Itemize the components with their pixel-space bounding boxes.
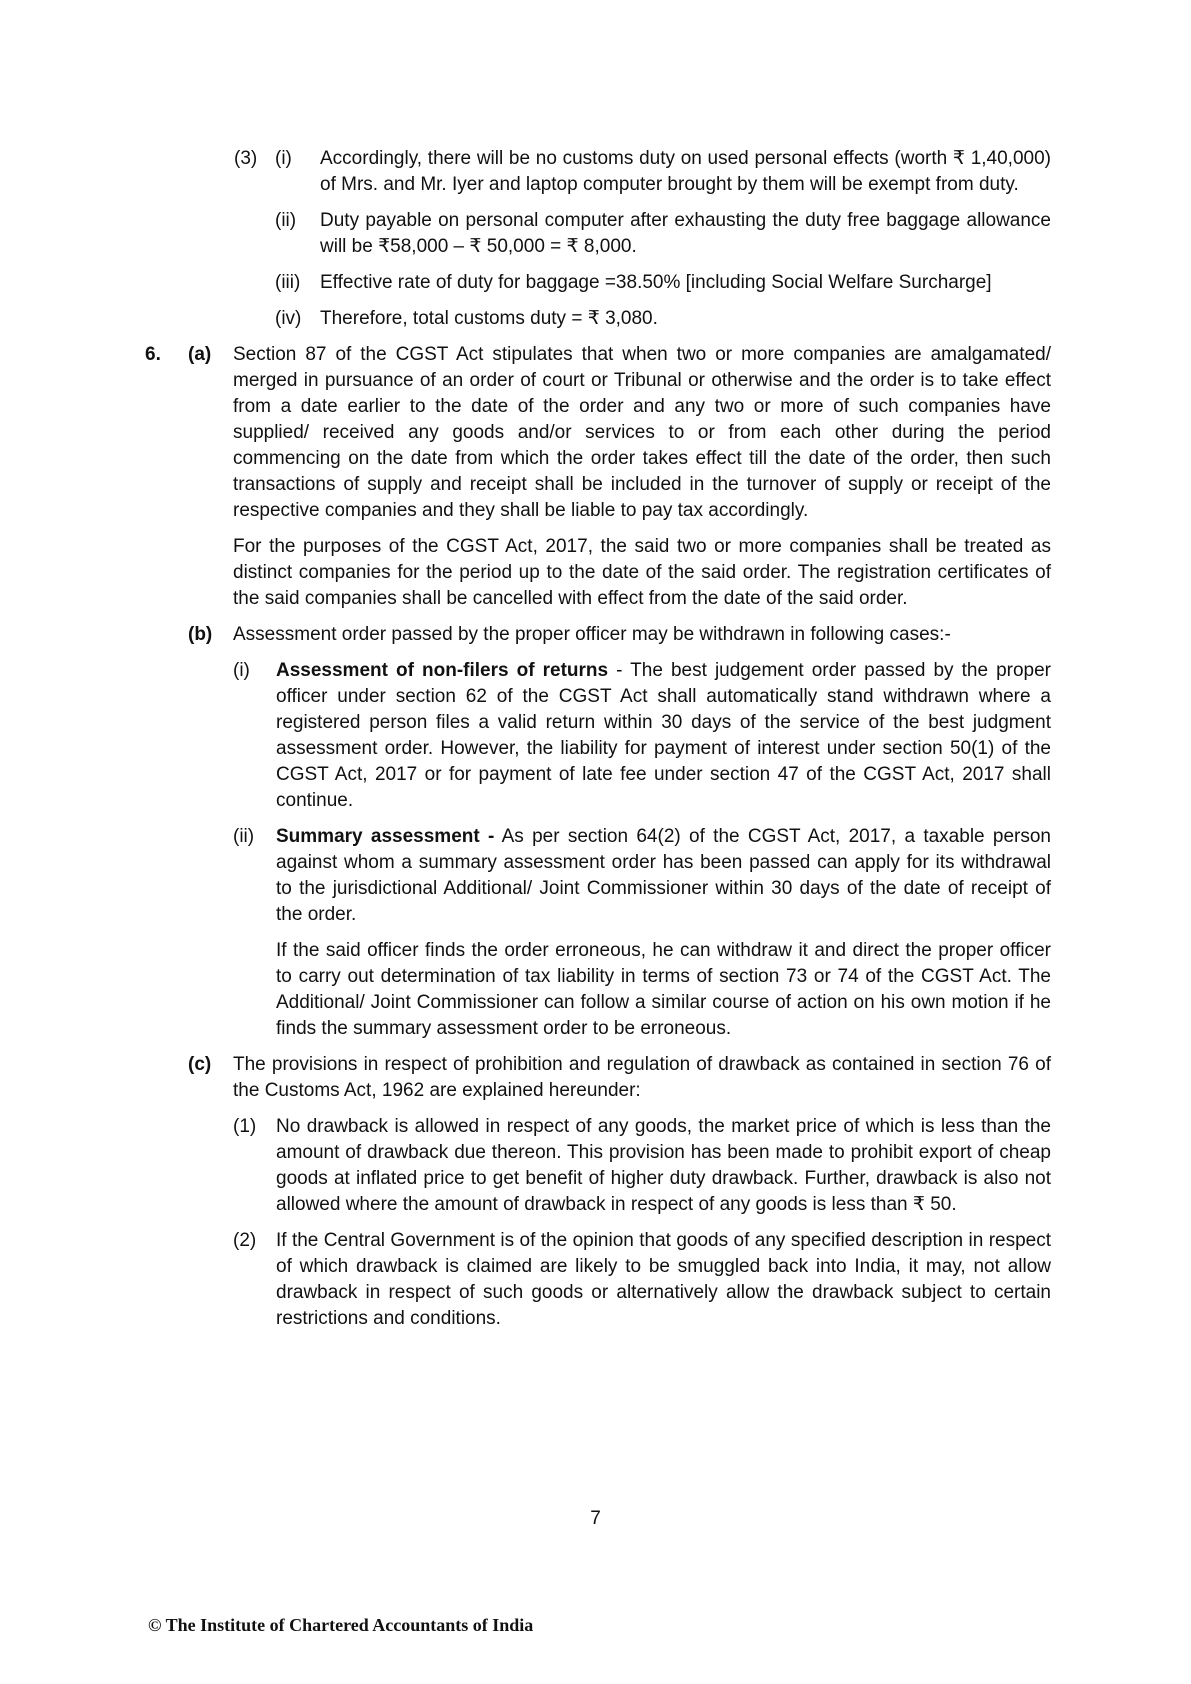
q5-part3-label: (3) <box>234 148 258 169</box>
part-c-intro: The provisions in respect of prohibition and regulation of drawback as contained in section 76 of the Customs Act, 1962 are explained hereunder: <box>233 1054 1051 1101</box>
item-text: Accordingly, there will be no customs duty on used personal effects (worth ₹ 1,40,000) of Mrs. and Mr. Iyer and laptop computer brought by them will be exempt from duty. <box>320 148 1051 195</box>
copyright-footer: © The Institute of Chartered Accountants of India <box>148 1615 534 1635</box>
q6-part-a <box>145 342 1051 612</box>
item-label: (ii) <box>275 210 297 231</box>
item-label: (i) <box>233 660 250 681</box>
page-number: 7 <box>590 1508 601 1529</box>
q6-part-c <box>188 1052 1051 1104</box>
item-text: Duty payable on personal computer after exhausting the duty free baggage allowance will be ₹58,000 – ₹ 50,000 = ₹ 8,000. <box>320 210 1051 257</box>
q5-part3-item-i <box>234 146 1051 198</box>
q5-part3-item-ii <box>275 208 1051 260</box>
q6-c-item-2 <box>233 1228 1051 1332</box>
item-text <box>276 824 1051 928</box>
item-label: (1) <box>233 1116 257 1137</box>
item-label: (i) <box>275 148 292 169</box>
part-a-label: (a) <box>188 344 212 365</box>
question-number: 6. <box>145 344 161 365</box>
q6-c-item-1 <box>233 1114 1051 1218</box>
item-label: (iv) <box>275 308 302 329</box>
part-b-label: (b) <box>188 624 213 645</box>
item-label: (ii) <box>233 826 255 847</box>
q5-part3-item-iv <box>275 306 1051 332</box>
item-label: (iii) <box>275 272 301 293</box>
part-a-paragraph-1: Section 87 of the CGST Act stipulates that when two or more companies are amalgamated/ merged in pursuance of an order of court or Tribunal or otherwise and the order is to take effect from a date earlier to the date of the order and any two or more of such companies have supplied/ received any goods and/or services to or from each other during the period commencing on the date from which the order takes effect till the date of the order, then such transactions of supply and receipt shall be included in the turnover of supply or receipt of the respective companies and they shall be liable to pay tax accordingly. <box>233 344 1051 521</box>
part-a-paragraph-2: For the purposes of the CGST Act, 2017, the said two or more companies shall be treated as distinct companies for the period up to the date of the said order. The registration certificates of the said companies shall be cancelled with effect from the date of the said order. <box>233 536 1051 609</box>
part-b-intro: Assessment order passed by the proper officer may be withdrawn in following cases:- <box>233 624 951 645</box>
q6-b-item-ii <box>233 824 1052 1042</box>
q5-part3-item-iii <box>275 270 1051 296</box>
item-heading: Summary assessment - <box>276 826 495 847</box>
item-body: - The best judgement order passed by the proper officer under section 62 of the CGST Act shall automatically stand withdrawn where a registered person files a valid return within 30 days of the service of the best judgment assessment order. However, the liability for payment of interest under section 50(1) of the CGST Act, 2017 or for payment of late fee under section 47 of the CGST Act, 2017 shall continue. <box>276 660 1051 811</box>
item-text: No drawback is allowed in respect of any goods, the market price of which is less than the amount of drawback due thereon. This provision has been made to prohibit export of cheap goods at inflated price to get benefit of higher duty drawback. Further, drawback is also not allowed where the amount of drawback in respect of any goods is less than ₹ 50. <box>276 1116 1051 1215</box>
q6-b-item-i <box>233 658 1051 814</box>
item-text: Therefore, total customs duty = ₹ 3,080. <box>320 308 658 329</box>
part-c-label: (c) <box>188 1054 212 1075</box>
answer-content <box>0 146 1191 1332</box>
item-label: (2) <box>233 1230 257 1251</box>
item-text <box>276 658 1051 814</box>
item-paragraph-2: If the said officer finds the order erroneous, he can withdraw it and direct the proper officer to carry out determination of tax liability in terms of section 73 or 74 of the CGST Act. The Additional/ Joint Commissioner can follow a similar course of action on his own motion if he finds the summary assessment order to be erroneous. <box>276 940 1051 1039</box>
q6-part-b <box>188 622 1051 648</box>
item-text: Effective rate of duty for baggage =38.50% [including Social Welfare Surcharge] <box>320 272 992 293</box>
item-body: As per section 64(2) of the CGST Act, 2017, a taxable person against whom a summary assessment order has been passed can apply for its withdrawal to the jurisdictional Additional/ Joint Commissioner within 30 days of the date of receipt of the order. <box>276 826 1052 925</box>
item-text: If the Central Government is of the opinion that goods of any specified description in respect of which drawback is claimed are likely to be smuggled back into India, it may, not allow drawback in respect of such goods or alternatively allow the drawback subject to certain restrictions and conditions. <box>276 1230 1051 1329</box>
item-heading: Assessment of non-filers of returns <box>276 660 609 681</box>
